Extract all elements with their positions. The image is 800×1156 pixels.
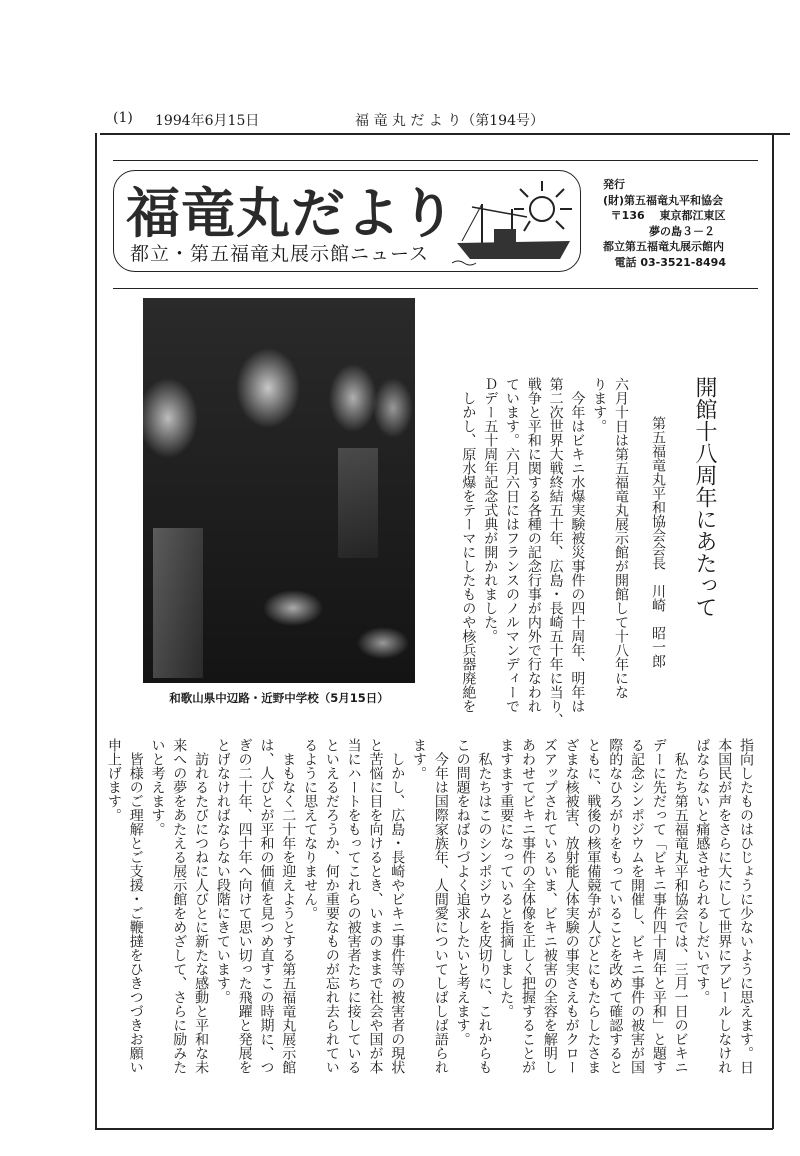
publisher-line: 都立第五福竜丸展示館内 [603, 240, 724, 253]
photo-caption: 和歌山県中辺路・近野中学校（5月15日） [169, 691, 389, 705]
frame-left [95, 133, 97, 1129]
text-line: デーに先だって「ビキニ事件四十周年と平和」と題す [650, 738, 667, 1074]
frame-bottom [95, 1128, 773, 1130]
text-line: ざまな核被害、放射能人体実験の事実さえもがクロー [563, 738, 580, 1074]
text-line: 申上げます。 [105, 738, 122, 822]
text-line: しかし、広島・長崎やビキニ事件等の被害者の現状 [389, 738, 406, 1074]
text-line: 指向したものはひじょうに少ないように思えます。日 [738, 738, 754, 1074]
article-lower-body [103, 738, 756, 1090]
text-line: といえるだろうか、何か重要なものが忘れ去られてい [323, 738, 340, 1074]
text-line: 今年は国際家族年、人間愛についてしばしば語られ [432, 738, 449, 1074]
text-line: るように思えてなりません。 [302, 738, 319, 920]
text-line: ますます重要になっていると指摘しました。 [498, 738, 515, 1018]
frame-right [772, 133, 774, 1129]
students-photo [143, 298, 415, 683]
text-line: ています。六月六日にはフランスのノルマンディーで [504, 377, 521, 713]
text-line: まもなく二十年を迎えようとする第五福竜丸展示館 [280, 738, 297, 1074]
header-rule [100, 133, 790, 135]
masthead [113, 170, 581, 272]
publisher-info [603, 177, 726, 270]
text-line: は、人びとが平和の価値を見つめ直すこの時期に、つ [258, 738, 275, 1074]
text-line: 本国民が声をさらに大にして世界にアピールしなけれ [716, 738, 733, 1074]
article-byline: 第五福竜丸平和協会会長 川崎 昭一郎 [650, 416, 666, 668]
publisher-line: 〒136 東京都江東区 [603, 209, 726, 222]
page-number: (1) [113, 110, 133, 126]
text-line: ります。 [591, 377, 608, 433]
text-line: 皆様のご理解とご支援・ご鞭撻をひきつづきお願い [127, 738, 144, 1074]
text-line: ともに、戦後の核軍備競争が人びとにもたらしたさま [585, 738, 602, 1074]
text-line: 第二次世界大戦終結五十年、広島・長崎五十年に当り、 [547, 377, 564, 727]
masthead-top-rule [113, 160, 758, 161]
text-line: 私たちはこのシンポジウムを皮切りに、これからも [476, 738, 493, 1074]
text-line: ズアップされているいま、ビキニ被害の全容を解明し [541, 738, 558, 1074]
text-line: とげなければならない段階にきています。 [214, 738, 231, 1004]
masthead-title: 福竜丸だより [126, 182, 456, 245]
text-line: 私たち第五福竜丸平和協会では、三月一日のビキニ [672, 738, 689, 1074]
publisher-line: (財)第五福竜丸平和協会 [603, 193, 724, 207]
text-line: この問題をねばりづよく追求したいと考えます。 [454, 738, 471, 1046]
text-line: いと考えます。 [149, 738, 166, 836]
text-line: あわせてビキニ事件の全体像を正しく把握することが [520, 738, 537, 1074]
text-line: Ｄデー五十周年記念式典が開かれました。 [482, 377, 499, 643]
publisher-line: 電話 03-3521-8494 [603, 255, 726, 269]
running-title: 福 竜 丸 だ よ り（第194号） [355, 113, 544, 129]
text-line: ぎの二十年、四十年へ向けて思い切った飛躍と発展を [236, 738, 253, 1074]
text-line: 六月十日は第五福竜丸展示館が開館して十八年にな [613, 377, 629, 699]
issue-date: 1994年6月15日 [155, 113, 260, 129]
article-upper-body [445, 377, 631, 727]
text-line: と苦悩に目を向けるとき、いまのままで社会や国が本 [367, 738, 384, 1074]
text-line: る記念シンポジウムを開催し、ビキニ事件の被害が国 [629, 738, 646, 1074]
text-line: 今年はビキニ水爆実験被災事件の四十周年、明年は [569, 377, 586, 713]
text-line: しかし、原水爆をテーマにしたものや核兵器廃絶を [460, 377, 477, 713]
text-line: ます。 [411, 738, 428, 780]
text-line: 際的なひろがりをもっていることを改めて確認すると [607, 738, 624, 1074]
text-line: 当にハートをもってこれらの被害者たちに接している [345, 738, 362, 1074]
text-line: 戦争と平和に関する各種の記念行事が内外で行なわれ [525, 377, 542, 713]
text-line: 来への夢をあたえる展示館をめざして、さらに励みた [171, 738, 188, 1074]
masthead-bottom-rule [113, 288, 758, 289]
text-line: ばならないと痛感させられるしだいです。 [694, 738, 711, 1004]
text-line: 訪れるたびにつねに人びとに新たな感動と平和な未 [193, 738, 210, 1074]
publisher-line: 発行 [603, 178, 625, 191]
ship-sun-logo-icon [452, 179, 577, 267]
masthead-subtitle: 都立・第五福竜丸展示館ニュース [130, 243, 430, 265]
article-title: 開館十八周年にあたって [692, 376, 717, 618]
publisher-line: 夢の島３－２ [603, 224, 715, 238]
